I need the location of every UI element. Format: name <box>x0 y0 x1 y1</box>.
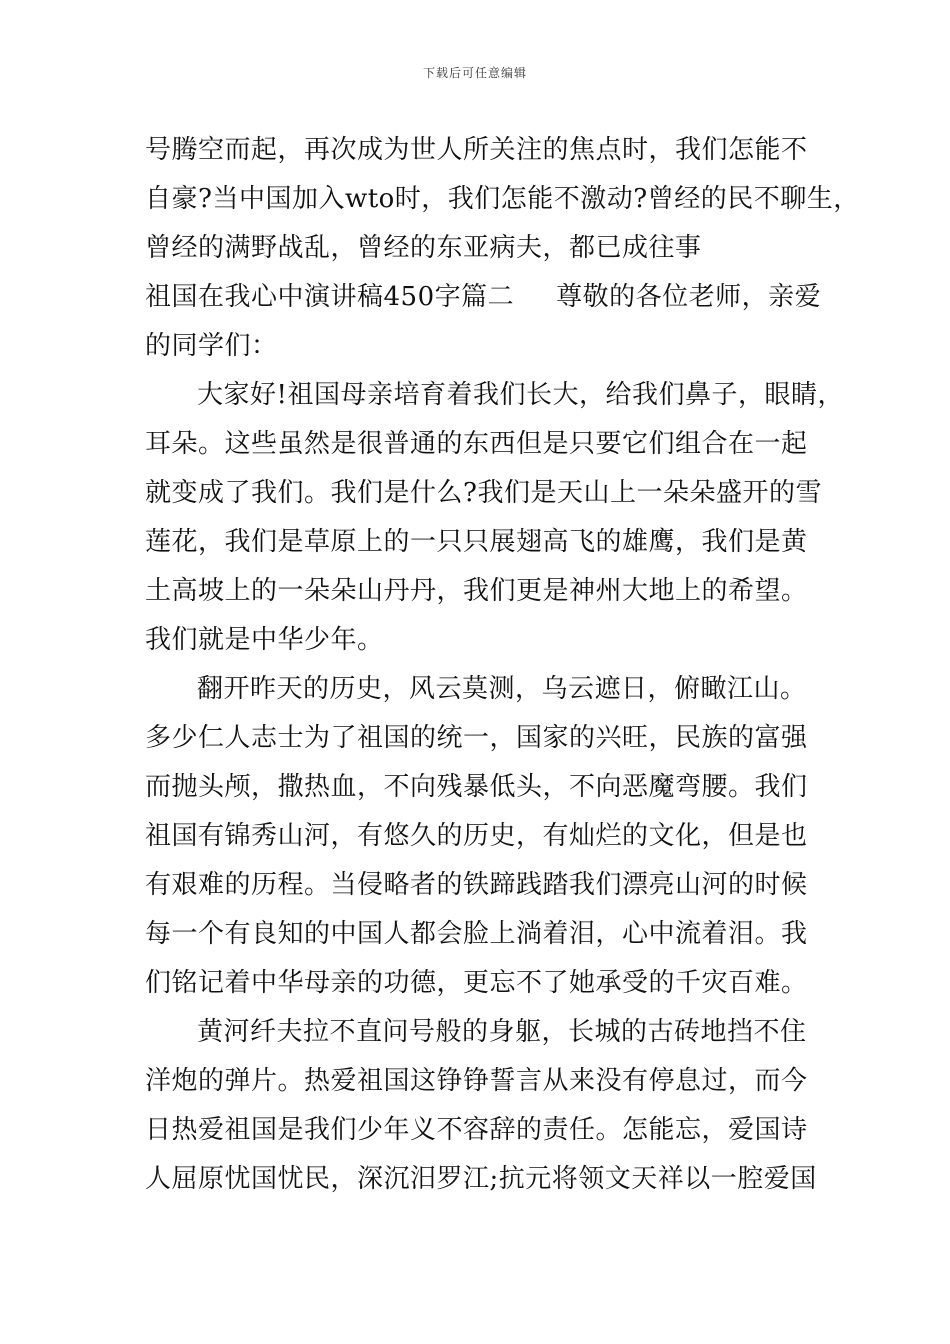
text-line <box>145 322 810 371</box>
text-line-content-continued: 尊敬的各位老师，亲爱 <box>556 282 822 312</box>
text-line-content: 的同学们： <box>145 331 278 361</box>
text-line <box>145 224 810 273</box>
text-line-content: 每一个有良知的中国人都会脸上淌着泪，心中流着泪。我 <box>145 919 808 949</box>
page-header: 下载后可任意编辑 <box>422 66 527 80</box>
text-line <box>145 714 810 763</box>
text-line <box>145 861 810 910</box>
text-line-content: 耳朵。这些虽然是很普通的东西但是只要它们组合在一起 <box>145 429 808 459</box>
text-line-content: 我们就是中华少年。 <box>145 625 384 655</box>
text-line-content: 多少仁人志士为了祖国的统一，国家的兴旺，民族的富强 <box>145 723 808 753</box>
text-line <box>145 959 810 1008</box>
text-line <box>145 910 810 959</box>
text-line <box>145 469 822 518</box>
text-line-content: 曾经的满野战乱，曾经的东亚病夫，都已成往事 <box>145 233 702 263</box>
text-line <box>145 665 810 714</box>
text-line-content: 大家好!祖国母亲培育着我们长大，给我们鼻子，眼睛， <box>197 380 844 410</box>
text-line <box>145 1057 810 1106</box>
text-line <box>145 1008 810 1057</box>
text-line-content: 祖国有锦秀山河，有悠久的历史，有灿烂的文化，但是也 <box>145 821 808 851</box>
text-line-content: 就变成了我们。我们是什么?我们是天山上一朵朵盛开的雪 <box>145 478 822 508</box>
text-line-content: 们铭记着中华母亲的功德，更忘不了她承受的千灾百难。 <box>145 968 808 998</box>
text-line-content: 黄河纤夫拉不直问号般的身躯，长城的古砖地挡不住 <box>197 1017 807 1047</box>
text-line-content: 而抛头颅，撒热血，不向残暴低头，不向恶魔弯腰。我们 <box>145 772 808 802</box>
document-body <box>145 126 860 1204</box>
text-line <box>145 567 810 616</box>
text-line <box>145 812 810 861</box>
text-line-content: 日热爱祖国是我们少年义不容辞的责任。怎能忘，爱国诗 <box>145 1115 808 1145</box>
text-line-content: 洋炮的弹片。热爱祖国这铮铮誓言从来没有停息过，而今 <box>145 1066 808 1096</box>
text-line <box>145 518 810 567</box>
text-line-content: 号腾空而起，再次成为世人所关注的焦点时，我们怎能不 <box>145 135 808 165</box>
text-line-content: 人屈原忧国忧民，深沉汨罗江;抗元将领文天祥以一腔爱国 <box>145 1164 817 1194</box>
text-line <box>145 175 860 224</box>
text-line <box>145 1106 810 1155</box>
text-line-content: 有艰难的历程。当侵略者的铁蹄践踏我们漂亮山河的时候 <box>145 870 808 900</box>
text-line <box>145 420 810 469</box>
text-line-content: 自豪?当中国加入wto时，我们怎能不激动?曾经的民不聊生， <box>145 184 860 214</box>
text-line <box>145 763 810 812</box>
text-line-content: 土高坡上的一朵朵山丹丹，我们更是神州大地上的希望。 <box>145 576 808 606</box>
text-line <box>145 273 822 322</box>
text-line-content: 翻开昨天的历史，风云莫测，乌云遮日，俯瞰江山。 <box>197 674 807 704</box>
text-line <box>145 616 810 665</box>
text-line <box>145 126 810 175</box>
text-line-content: 祖国在我心中演讲稿450字篇二 <box>145 282 515 312</box>
text-line-content: 莲花，我们是草原上的一只只展翅高飞的雄鹰，我们是黄 <box>145 527 808 557</box>
text-line <box>145 1155 817 1204</box>
text-line <box>145 371 844 420</box>
